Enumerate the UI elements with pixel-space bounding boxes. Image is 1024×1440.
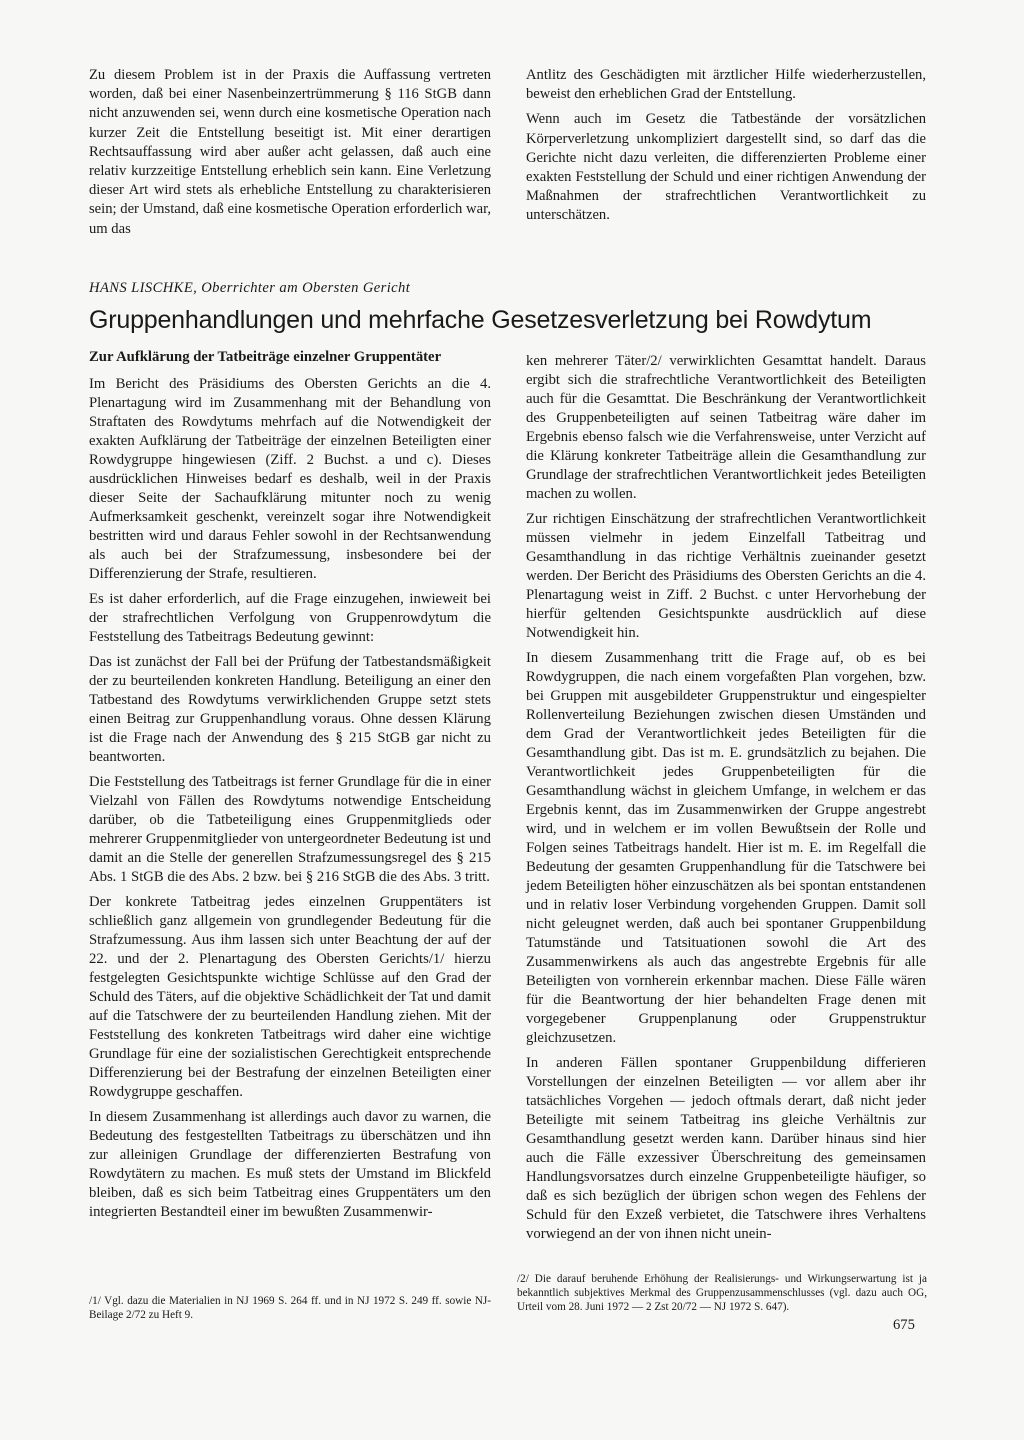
paragraph: Das ist zunächst der Fall bei der Prüfung der Tatbestandsmäßigkeit der zu beurteilenden konkreten Handlung. Beteiligung an einer den Tatbestand des Rowdytums verwirklichenden Gruppe setzt stets einen Beitrag zur Gruppenhandlung voraus. Ohne dessen Klärung ist die Frage nach der Anwendung des § 215 StGB gar nicht zu beantworten. xyxy=(89,654,491,765)
article-left-column xyxy=(89,348,491,1228)
paragraph: Die Feststellung des Tatbeitrags ist ferner Grundlage für die in einer Vielzahl von Fällen des Rowdytums notwendige Entscheidung darüber, ob die Tatbeteiligung eines Gruppenmitglieds oder mehrerer Gruppenmitglieder von untergeordneter Bedeutung ist und damit an die Stelle der generellen Strafzumessungsregel des § 215 Abs. 1 StGB die des Abs. 2 bzw. bei § 216 StGB die des Abs. 3 tritt. xyxy=(89,774,491,885)
top-right-column xyxy=(526,66,926,232)
paragraph: Wenn auch im Gesetz die Tatbestände der vorsätzlichen Körperverletzung unkompliziert dargestellt sind, so darf das die Gerichte nicht dazu verleiten, die differenzierten Probleme einer exakten Feststellung der Schuld und einer richtigen Anwendung der Maßnahmen der strafrechtlichen Verantwortlichkeit zu unterschätzen. xyxy=(526,111,926,224)
top-left-column xyxy=(89,66,491,245)
paragraph: In anderen Fällen spontaner Gruppenbildung differieren Vorstellungen der einzelnen Beteiligten — vor allem aber ihr tatsächliches Vorgehen — jedoch oftmals derart, daß nicht jeder Beteiligte mit seinem Tatbeitrag ins gleiche Verhältnis zur Gesamthandlung gesetzt werden kann. Darüber hinaus sind hier auch die Fälle exzessiver Überschreitung des gemeinsamen Handlungsvorsatzes durch einzelne Gruppenbeteiligte häufiger, so daß es sich bezüglich der übrigen schon wegen des Fehlens der Schuld für den Exzeß verbietet, die Tatschwere ihres Verhaltens vorwiegend an der von ihnen nicht unein- xyxy=(526,1055,926,1242)
author-byline: HANS LISCHKE, Oberrichter am Obersten Gericht xyxy=(89,280,411,296)
footnote-2: /2/ Die darauf beruhende Erhöhung der Realisierungs- und Wirkungserwartung ist ja bekanntlich subjektives Merkmal des Gruppenzusammenschlusses (vgl. dazu auch OG, Urteil vom 28. Juni 1972 — 2 Zst 20/72 — NJ 1972 S. 647). xyxy=(517,1273,927,1313)
article-title: Gruppenhandlungen und mehrfache Gesetzesverletzung bei Rowdytum xyxy=(89,306,872,334)
paragraph: Der konkrete Tatbeitrag jedes einzelnen Gruppentäters ist schließlich ganz allgemein von grundlegender Bedeutung für die Strafzumessung. Aus ihm lassen sich unter Beachtung der auf der 22. und der 2. Plenartagung des Obersten Gerichts/1/ hierzu festgelegten Gesichtspunkte wichtige Schlüsse auf den Grad der Schuld des Täters, auf die objektive Schädlichkeit der Tat und damit auf die Tatschwere der zu beurteilenden Handlung ziehen. Mit der Feststellung des konkreten Tatbeitrags wird daher eine wichtige Grundlage für eine der sozialistischen Gerechtigkeit entsprechende Differenzierung bei der Bestrafung der einzelnen Beteiligten einer Rowdygruppe geschaffen. xyxy=(89,894,491,1100)
section-subheading: Zur Aufklärung der Tatbeiträge einzelner Gruppentäter xyxy=(89,349,442,365)
paragraph: Antlitz des Geschädigten mit ärztlicher Hilfe wiederherzustellen, beweist den erheblichen Grad der Entstellung. xyxy=(526,67,926,103)
paragraph: Im Bericht des Präsidiums des Obersten Gerichts an die 4. Plenartagung wird im Zusammenhang mit der Behandlung von Straftaten des Rowdytums mehrfach auf die Notwendigkeit der exakten Aufklärung der Tatbeiträge der einzelnen Beteiligten einer Rowdygruppe hingewiesen (Ziff. 2 Buchst. a und c). Dieses ausdrücklichen Hinweises bedarf es deshalb, weil in der Praxis dieser Seite der Sachaufklärung mitunter noch zu wenig Aufmerksamkeit geschenkt, vereinzelt sogar ihre Notwendigkeit bestritten wird und daraus Fehler sowohl in der Rechtsanwendung als auch bei der Strafzumessung, insbesondere bei der Differenzierung der Strafe, resultieren. xyxy=(89,376,491,582)
paragraph: ken mehrerer Täter/2/ verwirklichten Gesamttat handelt. Daraus ergibt sich die strafrechtliche Verantwortlichkeit des Beteiligten auch für die Gesamttat. Die Beschränkung der Verantwortlichkeit des Gruppenbeteiligten auf seinen Tatbeitrag wäre daher im Ergebnis ebenso falsch wie die Verfahrensweise, unter Verzicht auf die Klärung konkreter Tatbeiträge allein die Gesamthandlung zur Grundlage der strafrechtlichen Verantwortlichkeit jedes Beteiligten machen zu wollen. xyxy=(526,353,926,502)
paragraph: In diesem Zusammenhang tritt die Frage auf, ob es bei Rowdygruppen, die nach einem vorgefaßten Plan vorgehen, bzw. bei Gruppen mit ausgebildeter Gruppenstruktur und eingespielter Rollenverteilung Beziehungen zwischen diesen Umständen und dem Grad der Verantwortlichkeit jedes Beteiligten für die Gesamthandlung gibt. Das ist m. E. grundsätzlich zu bejahen. Die Verantwortlichkeit jedes Gruppenbeteiligten für die Gesamthandlung wächst in gleichem Umfange, in welchem er das Ergebnis kennt, das im Zusammenwirken der Gruppe angestrebt wird, und in welchem er im vollen Bewußtsein der Rolle und Folgen seines Tatbeitrags handelt. Hier ist m. E. im Regelfall die Bedeutung der gesamten Gruppenhandlung für die Tatschwere bei jedem Beteiligten höher einzuschätzen als bei spontan entstandenen und in relativ loser Verbindung vorgehenden Gruppen. Damit soll nicht geleugnet werden, daß auch bei spontaner Gruppenbildung Tatumstände und Tatsituationen sowohl die Art des Zusammenwirkens als auch das angestrebte Ergebnis für alle Beteiligten von vornherein erkennbar machen. Diese Fälle wären für die Beantwortung der hier behandelten Frage denen mit vorgegebener Gruppenplanung oder Gruppenstruktur gleichzusetzen. xyxy=(526,650,926,1046)
footnote-1: /1/ Vgl. dazu die Materialien in NJ 1969 S. 264 ff. und in NJ 1972 S. 249 ff. sowie NJ-Beilage 2/72 zu Heft 9. xyxy=(89,1295,491,1321)
paragraph: Zu diesem Problem ist in der Praxis die Auffassung vertreten worden, daß bei einer Nasenbeinzertrümmerung § 116 StGB dann nicht anzuwenden sei, wenn durch eine kosmetische Operation nach kurzer Zeit die Entstellung beseitigt ist. Mit einer derartigen Rechtsauffassung wird aber außer acht gelassen, daß auch eine relativ kurzzeitige Entstellung erheblich sein kann. Eine Verletzung dieser Art wird stets als erhebliche Entstellung zu charakterisieren sein; der Umstand, daß eine kosmetische Operation erforderlich war, um das xyxy=(89,67,491,237)
paragraph: In diesem Zusammenhang ist allerdings auch davor zu warnen, die Bedeutung des festgestellten Tatbeitrags zu überschätzen und ihn zur alleinigen Grundlage der differenzierten Bestrafung von Rowdytätern zu machen. Es muß stets der Umstand im Blickfeld bleiben, daß es sich beim Tatbeitrag eines Gruppentäters um den integrierten Bestandteil einer im bewußten Zusammenwir- xyxy=(89,1109,491,1220)
paragraph: Zur richtigen Einschätzung der strafrechtlichen Verantwortlichkeit müssen vielmehr in jedem Einzelfall Tatbeitrag und Gesamthandlung in das richtige Verhältnis zueinander gesetzt werden. Der Bericht des Präsidiums des Obersten Gerichts an die 4. Plenartagung weist in Ziff. 2 Buchst. c unter Hervorhebung der hierfür geltenden Gesichtspunkte ausdrücklich auf diese Notwendigkeit hin. xyxy=(526,511,926,641)
page-number: 675 xyxy=(893,1317,915,1333)
article-right-column xyxy=(526,352,926,1250)
paragraph: Es ist daher erforderlich, auf die Frage einzugehen, inwieweit bei der strafrechtlichen Verfolgung von Gruppenrowdytum die Feststellung des Tatbeitrags Bedeutung gewinnt: xyxy=(89,591,491,645)
